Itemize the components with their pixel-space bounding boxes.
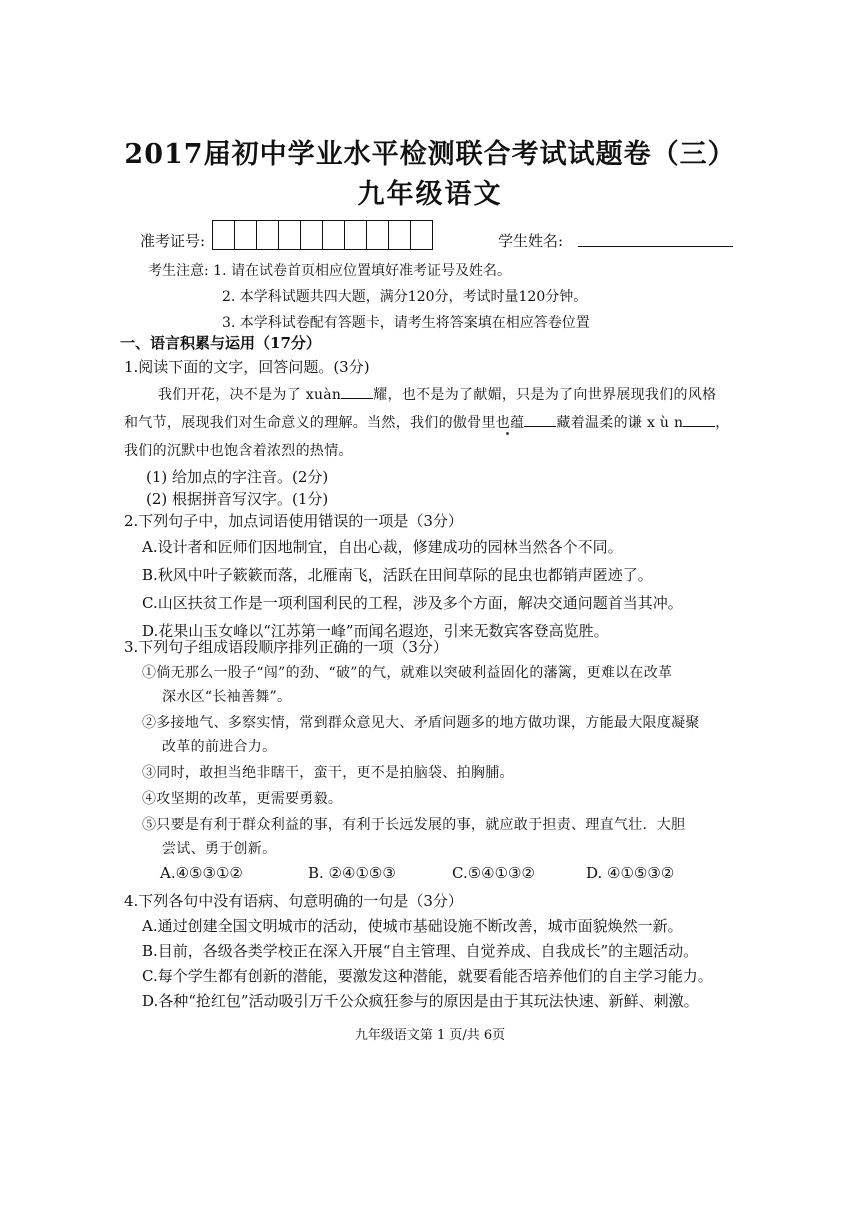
question-3-sentence: ①倘无那么一股子“闯”的劲、“破”的气，就难以突破利益固化的藩篱，更难以在改革	[142, 665, 673, 681]
notice-line-3	[222, 312, 590, 332]
candidate-info-row	[140, 220, 740, 254]
answer-blank[interactable]	[341, 384, 373, 399]
question-3-sentence: ④攻坚期的改革，更需要勇毅。	[142, 791, 343, 807]
notice-line-1	[148, 260, 511, 280]
answer-blank[interactable]	[524, 412, 556, 427]
exam-id-box[interactable]	[367, 220, 389, 250]
question-2-option-b[interactable]: B.秋风中叶子簌簌而落，北雁南飞，活跃在田间草际的昆虫也都销声匿迹了。	[142, 566, 653, 584]
passage-text: 藏着温柔的谦 x ù n	[556, 415, 684, 431]
passage-text: 耀，也不是为了献媚，只是为了向世界展现我们的风格	[373, 387, 717, 403]
question-4-option-a[interactable]: A.通过创建全国文明城市的活动，使城市基础设施不断改善，城市面貌焕然一新。	[142, 917, 683, 935]
page-footer: 九年级语文第 1 页/共 6页	[354, 1028, 506, 1043]
question-1-stem: 1.阅读下面的文字，回答问题。(3分)	[124, 358, 370, 376]
student-name-label: 学生姓名:	[498, 232, 564, 250]
notice-line-2	[222, 286, 587, 306]
question-3-choice-b[interactable]: B. ②④①⑤③	[308, 864, 396, 882]
question-3-choice-a[interactable]: A.④⑤③①②	[160, 864, 243, 882]
question-3-sentence: ⑤只要是有利于群众利益的事，有利于长远发展的事，就应敢于担责、理直气壮．大胆	[142, 817, 686, 833]
notice-item: 1. 请在试卷首页相应位置填好准考证号及姓名。	[213, 263, 511, 279]
exam-id-box[interactable]	[301, 220, 323, 250]
question-3-sentence: 改革的前进合力。	[162, 739, 277, 755]
question-4-option-c[interactable]: C.每个学生都有创新的潜能，要激发这种潜能，就要看能否培养他们的自主学习能力。	[142, 967, 713, 985]
exam-id-box[interactable]	[213, 220, 235, 250]
question-4-stem: 4.下列各句中没有语病、句意明确的一句是（3分）	[124, 892, 463, 910]
exam-id-box[interactable]	[345, 220, 367, 250]
question-2-option-d[interactable]: D.花果山玉女峰以“江苏第一峰”而闻名遐迩，引来无数宾客登高览胜。	[142, 622, 609, 640]
passage-text: 和气节，展现我们对生命意义的理解。当然，我们的傲骨里也蕴	[124, 415, 525, 431]
question-1-sub-2: (2) 根据拼音写汉字。(1分)	[146, 490, 329, 508]
question-2-stem: 2.下列句子中，加点词语使用错误的一项是（3分）	[124, 512, 463, 530]
exam-id-box[interactable]	[257, 220, 279, 250]
exam-id-box[interactable]	[235, 220, 257, 250]
emphasis-dot	[506, 432, 509, 435]
question-1-passage-line	[158, 384, 716, 404]
notice-item: 3. 本学科试卷配有答题卡，请考生将答案填在相应答卷位置	[222, 315, 590, 331]
question-1-passage-line: 我们的沉默中也饱含着浓烈的热情。	[124, 443, 353, 459]
question-3-sentence: ②多接地气、多察实情，常到群众意见大、矛盾问题多的地方做功课，方能最大限度凝聚	[142, 715, 700, 731]
exam-subtitle: 九年级语文	[357, 179, 503, 210]
question-3-choice-c[interactable]: C.⑤④①③②	[452, 864, 535, 882]
question-4-option-d[interactable]: D.各种“抢红包”活动吸引万千公众疯狂参与的原因是由于其玩法快速、新鲜、刺激。	[142, 992, 699, 1010]
question-4-option-b[interactable]: B.目前，各级各类学校正在深入开展“自主管理、自觉养成、自我成长”的主题活动。	[142, 942, 699, 960]
question-2-option-a[interactable]: A.设计者和匠师们因地制宜，自出心裁，修建成功的园林当然各个不同。	[142, 538, 623, 556]
notice-label: 考生注意:	[148, 263, 209, 279]
passage-text: ，	[715, 415, 730, 431]
question-1-sub-1: (1) 给加点的字注音。(2分)	[146, 468, 329, 486]
question-3-sentence: ③同时，敢担当绝非瞎干，蛮干，更不是拍脑袋、拍胸脯。	[142, 765, 514, 781]
answer-blank[interactable]	[683, 412, 715, 427]
question-3-sentence: 深水区“长袖善舞”。	[162, 689, 292, 705]
question-3-choice-d[interactable]: D. ④①⑤③②	[586, 864, 675, 882]
question-3-sentence: 尝试、勇于创新。	[162, 841, 277, 857]
student-name-field[interactable]	[578, 246, 733, 247]
section-title: 一、语言积累与运用（17分）	[120, 334, 321, 352]
exam-id-label: 准考证号:	[140, 232, 206, 250]
exam-id-box[interactable]	[323, 220, 345, 250]
exam-id-boxes[interactable]	[212, 220, 433, 250]
exam-id-box[interactable]	[411, 220, 433, 250]
exam-id-box[interactable]	[279, 220, 301, 250]
question-3-stem: 3.下列句子组成语段顺序排列正确的一项（3分）	[124, 638, 448, 656]
passage-text: 我们开花，决不是为了 xuàn	[158, 387, 342, 403]
exam-title: 2017届初中学业水平检测联合考试试题卷（三）	[124, 139, 736, 170]
exam-id-box[interactable]	[389, 220, 411, 250]
question-1-passage-line	[124, 412, 730, 432]
question-2-option-c[interactable]: C.山区扶贫工作是一项利国利民的工程，涉及多个方面，解决交通问题首当其冲。	[142, 594, 683, 612]
notice-item: 2. 本学科试题共四大题，满分120分，考试时量120分钟。	[222, 289, 588, 305]
